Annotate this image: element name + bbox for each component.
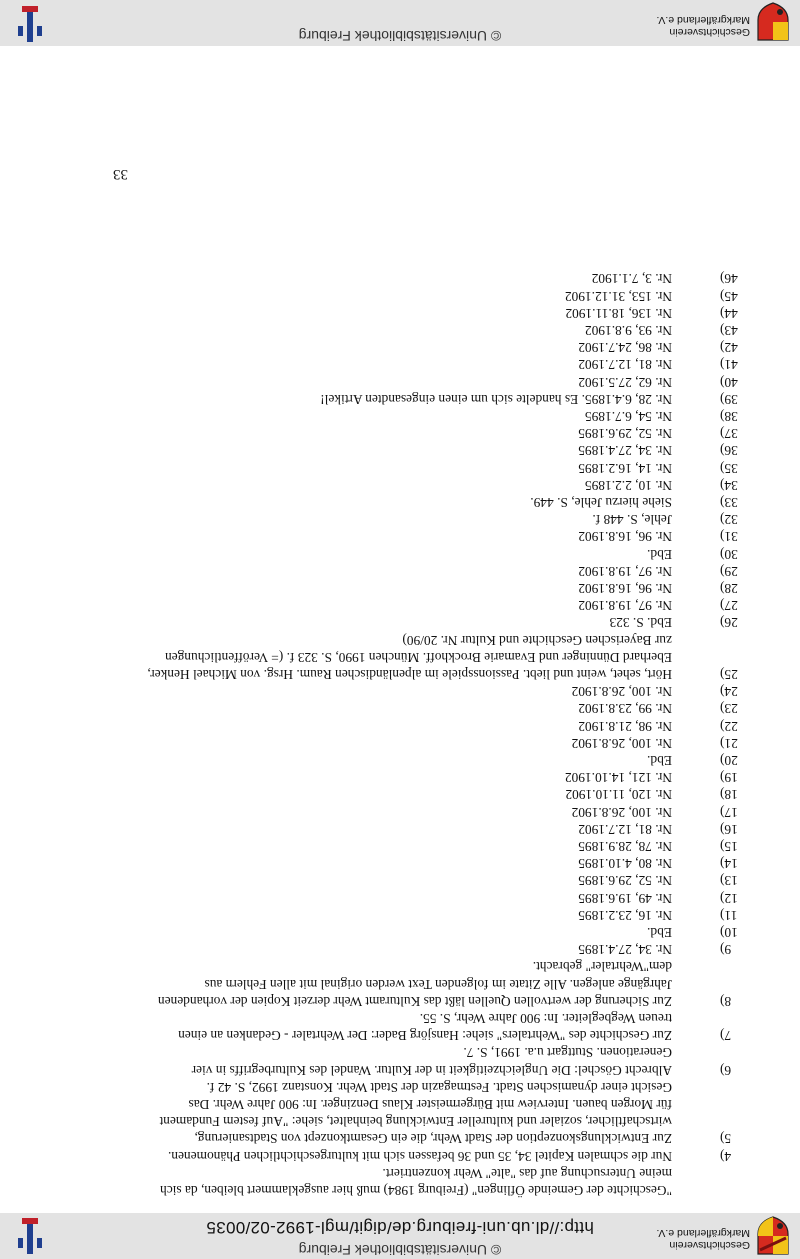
footnote-text: Nr. 97, 19.8.1902 (578, 563, 672, 579)
footnote-text: Jahrgänge anlegen. Alle Zitate im folgenden Text werden original mit allen Fehlern aus (204, 976, 672, 992)
footnote-number: 20) (720, 753, 738, 768)
footnote-number: 11) (720, 907, 738, 923)
footnote-text: Nr. 100, 26.8.1902 (571, 804, 672, 820)
footnote-number: 34) (720, 477, 738, 493)
footnote-number: 23) (720, 701, 738, 717)
footnote-number: 46) (720, 271, 738, 287)
footnote-text: Eberhard Dünninger und Evamarie Brockhoff. München 1990, S. 323 f. (= Veröffentlichungen (165, 649, 672, 665)
footnote-text: Albrecht Göschel: Die Ungleichzeitigkeit in der Kultur. Wandel des Kulturbegriffs in vier (191, 1062, 672, 1078)
footnote-number: 36) (720, 443, 738, 459)
footnote-text: Nr. 49, 19.6.1895 (578, 890, 672, 906)
footnote-number: 22) (720, 718, 738, 734)
footnote-text: Generationen. Stuttgart u.a. 1991, S. 7. (463, 1045, 672, 1061)
footnote-text: Nr. 80, 4.10.1895 (578, 856, 672, 872)
footnote-text: Nr. 81, 12.7.1902 (578, 357, 672, 373)
footnote-text: Ebd. (647, 925, 672, 940)
footnote-text: Zur Sicherung der wertvollen Quellen läßt das Kulturamt Wehr derzeit Kopien der vorhandenen (157, 993, 672, 1009)
footnote-number: 31) (720, 529, 738, 545)
footnote-text: Ebd. S. 323 (609, 615, 672, 631)
header-society-line-2: Markgräflerland e.V. (656, 1227, 750, 1239)
header-society (630, 1227, 750, 1251)
footnote-number: 6) (720, 1062, 732, 1078)
footnote-number: 7) (720, 1028, 732, 1044)
footnote-number: 30) (720, 546, 738, 562)
footnote-text: Nr. 96, 16.8.1902 (578, 581, 672, 596)
footnote-number: 16) (720, 821, 738, 837)
footnote-text: Gesicht einer dynamischen Stadt. Festmagazin der Stadt Wehr. Konstanz 1992, S. 42 f. (206, 1079, 672, 1095)
footnote-number: 18) (720, 787, 738, 803)
footnote-number: 8) (720, 993, 732, 1009)
footnote-text: Hört, sehet, weint und liebt. Passionsspiele im alpenländischen Raum. Hrsg. von Michael Henker, (147, 667, 672, 682)
footnote-number: 15) (720, 839, 738, 854)
footnote-text: Nr. 100, 26.8.1902 (571, 684, 672, 700)
footnote-number: 27) (720, 598, 738, 614)
footnote-text: Nr. 121, 14.10.1902 (564, 770, 672, 786)
footnote-text: Nr. 100, 26.8.1902 (571, 735, 672, 751)
footnote-text: "Geschichte der Gemeinde Öflingen" (Freiburg 1984) muß hier ausgeklammert bleiben, da sich (160, 1183, 672, 1198)
footnote-number: 13) (720, 873, 738, 889)
footnote-number: 29) (720, 563, 738, 579)
footnote-text: Nr. 96, 16.8.1902 (578, 529, 672, 545)
footnote-text: Nr. 78, 28.9.1895 (578, 839, 672, 854)
footnote-number: 12) (720, 890, 738, 906)
footnote-number: 24) (720, 684, 738, 700)
footnote-number: 35) (720, 460, 738, 476)
footnote-text: Nr. 3, 7.1.1902 (591, 271, 672, 287)
footnote-text: Nr. 34, 27.4.1895 (578, 942, 672, 958)
header-url[interactable]: http://dl.ub.uni-freiburg.de/digit/mgl-1992-02/0035 (206, 1218, 594, 1237)
footnote-text: Nr. 62, 27.5.1902 (578, 374, 672, 390)
footnote-number: 42) (720, 340, 738, 356)
society-crest-icon (756, 1216, 790, 1256)
page-number: 33 (113, 166, 128, 182)
footnote-text: Nr. 97, 19.8.1902 (578, 598, 672, 614)
footer-bar (0, 0, 800, 46)
footnote-text: zur Bayerischen Geschichte und Kultur Nr. 20/90) (402, 632, 672, 648)
footnote-text: Jehle, S. 448 f. (592, 512, 672, 528)
footnote-number: 41) (720, 357, 738, 373)
footnote-number: 44) (720, 305, 738, 321)
header-copyright: © Universitätsbibliothek Freiburg (298, 1242, 502, 1258)
footnote-text: meine Untersuchung auf das "alte" Wehr konzentriert. (382, 1165, 672, 1181)
footnote-text: Nr. 10, 2.2.1895 (584, 477, 672, 493)
footer-society-line-1: Geschichtsverein (669, 26, 750, 38)
footnote-text: Siehe hierzu Jehle, S. 449. (530, 495, 672, 510)
footnote-text: wirtschaftlicher, sozialer und kultureller Entwicklung beinhaltet, siehe: "Auf festem Fundament (159, 1114, 672, 1130)
footnote-text: Nr. 14, 16.2.1895 (578, 460, 672, 476)
footnote-text: treuen Wegbegleiter. In: 900 Jahre Wehr, S. 55. (419, 1011, 672, 1026)
footnote-text: Ebd. (647, 753, 672, 768)
footnote-text: Nur die schmalen Kapitel 34, 35 und 36 befassen sich mit kulturgeschichtlichen Phänomenen. (167, 1148, 672, 1164)
footnote-text: dem"Wehrtaler" gebracht. (532, 959, 672, 975)
footnote-text: Nr. 86, 24.7.1902 (578, 340, 672, 356)
footnote-text: Nr. 93, 9.8.1902 (584, 323, 672, 338)
footnote-number: 4) (720, 1148, 732, 1164)
footnote-text: Nr. 16, 23.2.1895 (578, 907, 672, 923)
header-bar (0, 1213, 800, 1259)
footnote-text: für Morgen bauen. Interview mit Bürgermeister Klaus Denzinger. In: 900 Jahre Wehr. Das (188, 1097, 672, 1112)
footer-copyright: © Universitätsbibliothek Freiburg (298, 28, 502, 44)
footnote-text: Nr. 81, 12.7.1902 (578, 821, 672, 837)
footnote-text: Zur Entwicklungskonzeption der Stadt Wehr, die ein Gesamtkonzept von Stadtsanierung, (194, 1131, 672, 1147)
footnote-number: 17) (720, 804, 738, 820)
footnote-text: Nr. 99, 23.8.1902 (578, 701, 672, 717)
footnote-number: 14) (720, 856, 738, 872)
footnote-number: 33) (720, 495, 738, 510)
society-crest-icon (756, 2, 790, 42)
footnote-text: Nr. 153, 31.12.1902 (564, 288, 672, 304)
footnote-number: 37) (720, 426, 738, 442)
footnote-number: 39) (720, 391, 738, 407)
footnote-number: 26) (720, 615, 738, 631)
footnote-text: Nr. 34, 27.4.1895 (578, 443, 672, 459)
footnote-number: 45) (720, 288, 738, 304)
footnote-text: Nr. 54, 6.7.1895 (584, 409, 672, 424)
footnote-text: Nr. 52, 29.6.1895 (578, 873, 672, 889)
footnote-number: 5) (720, 1131, 732, 1147)
footnote-text: Nr. 120, 11.10.1902 (565, 787, 672, 803)
footnote-text: Ebd. (647, 546, 672, 562)
footnote-number: 43) (720, 323, 738, 338)
footnote-number: 10) (720, 925, 738, 940)
footnote-number: 28) (720, 581, 738, 596)
footnote-number: 40) (720, 374, 738, 390)
footer-society-line-2: Markgräflerland e.V. (656, 14, 750, 26)
footnote-number: 21) (720, 735, 738, 751)
footnote-number: 19) (720, 770, 738, 786)
header-society-line-1: Geschichtsverein (669, 1239, 750, 1251)
footnote-number: 38) (720, 409, 738, 424)
footnote-text: Nr. 136, 18.11.1902 (565, 305, 672, 321)
footnote-number: 25) (720, 667, 738, 682)
footnote-number: 32) (720, 512, 738, 528)
footer-society (630, 14, 750, 38)
footnote-text: Nr. 28, 6.4.1895. Es handelte sich um einen eingesandten Artikel! (320, 391, 672, 407)
footnote-text: Zur Geschichte des "Wehrtalers" siehe: Hansjörg Bader: Der Wehrtaler - Gedanken an einen (178, 1028, 672, 1044)
footnote-number: 9) (720, 942, 732, 958)
footnote-text: Nr. 98, 21.8.1902 (578, 718, 672, 734)
footnote-text: Nr. 52, 29.6.1895 (578, 426, 672, 442)
